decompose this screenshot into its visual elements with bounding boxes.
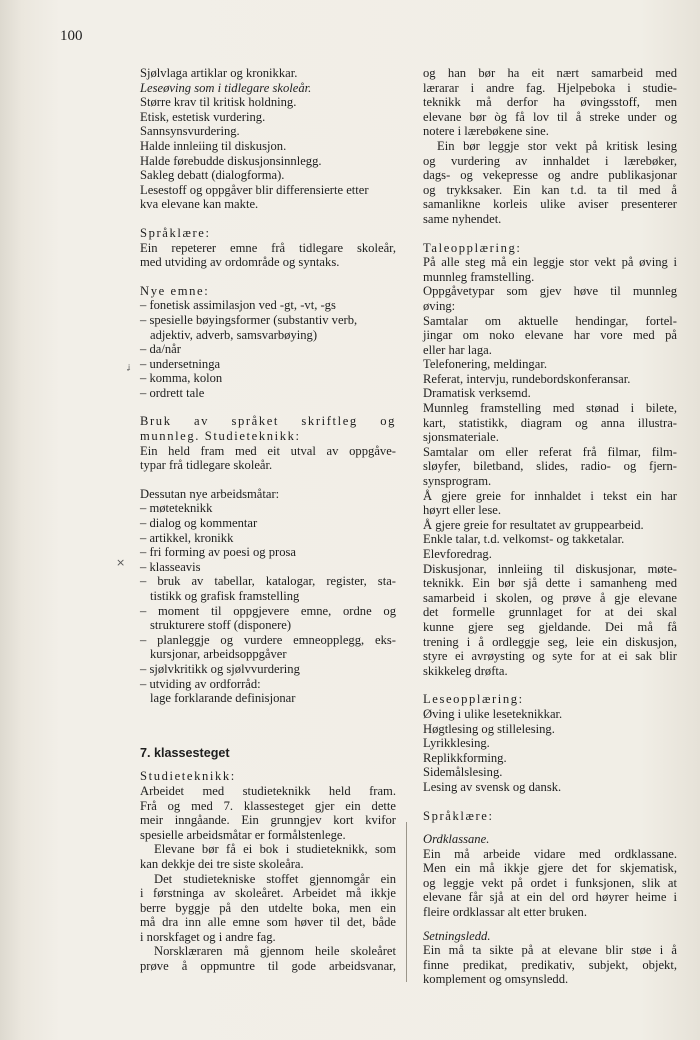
text-line: og leggje vekt på ordet i funksjonen, slik at: [423, 875, 677, 890]
margin-pencil-mark: ᶨ: [128, 362, 131, 376]
text-line: Sjølvlaga artiklar og kronikkar.: [140, 66, 298, 80]
text-line: kan dekkje dei tre siste skoleåra.: [140, 856, 304, 871]
text-line: synsprogram.: [423, 474, 492, 489]
list-item: – moment til oppgjevere emne, ordne og: [140, 603, 396, 618]
right-column: [423, 66, 677, 987]
dessutan-heading: Dessutan nye arbeidsmåtar:: [140, 486, 280, 501]
text-line: Leseøving som i tidlegare skoleår.: [140, 80, 312, 95]
list-item: – undersetninga: [140, 356, 221, 371]
text-line: sløyfer, biletband, slides, radio- og fjern-: [423, 459, 677, 474]
text-line: i norskfaget og i andre fag.: [140, 929, 276, 944]
text-line: spesielle arbeidsmåtar er formålstenlege.: [140, 827, 346, 842]
text-line: finne predikat, predikativ, subjekt, objekt,: [423, 957, 677, 972]
list-item-continuation: kursjonar, arbeidsoppgåver: [150, 647, 287, 662]
text-line: Telefonering, meldingar.: [423, 357, 547, 372]
text-line: Elevane bør få ei bok i studieteknikk, som: [154, 842, 396, 857]
text-line: øving:: [423, 298, 456, 313]
text-line: Etisk, estetisk vurdering.: [140, 109, 266, 124]
text-line: høyrt eller lese.: [423, 503, 501, 518]
text-line: Elevforedrag.: [423, 547, 492, 561]
text-line: meir inngåande. Ein grunngjev kort kvifor: [140, 813, 396, 828]
text-line: Munnleg framstelling med stønad i bilete,: [423, 401, 677, 416]
left-column: [140, 66, 396, 974]
text-line: same nyhendet.: [423, 211, 502, 226]
leseopplaering-heading: Leseopplæring:: [423, 692, 524, 707]
text-line: Referat, intervju, rundebordskonferansar.: [423, 371, 631, 386]
text-line: Samtalar om aktuelle hendingar, fortel-: [423, 313, 677, 328]
text-line: sjonsmateriale.: [423, 430, 499, 445]
text-line: Halde førebudde diskusjonsinnlegg.: [140, 153, 322, 168]
ordklassane-subheading: Ordklassane.: [423, 832, 490, 847]
text-line: Det studietekniske stoffet gjennomgår ein: [154, 871, 396, 886]
text-line: jingar om noko elevane har vore med på: [423, 328, 677, 343]
sprak-heading: Språklære:: [140, 225, 211, 240]
list-item: – klasseavis: [140, 559, 201, 574]
text-line: Arbeidet med studieteknikk held fram.: [140, 783, 396, 798]
list-item: – da/når: [140, 342, 181, 357]
text-line: det formelle grunnlaget for at dei skal: [423, 605, 677, 620]
list-item: – sjølvkritikk og sjølvvurdering: [140, 661, 300, 676]
text-line: Lesestoff og oppgåver blir differensierte etter: [140, 182, 369, 197]
text-line: kart, statistikk, diagram og anna illustra-: [423, 415, 677, 430]
text-line: Lesing av svensk og dansk.: [423, 779, 562, 794]
nye-emne-heading: Nye emne:: [140, 283, 210, 298]
text-line: Dramatisk verksemd.: [423, 386, 531, 401]
text-line: Halde innleiing til diskusjon.: [140, 138, 287, 153]
text-line: Sidemålslesing.: [423, 765, 503, 780]
text-line: Ein bør leggje stor vekt på kritisk lesing: [437, 138, 677, 153]
list-item: – dialog og kommentar: [140, 516, 258, 531]
text-line: skikkeleg drøfta.: [423, 663, 508, 678]
text-line: Ein held fram med eit utval av oppgåve-: [140, 443, 396, 458]
text-line: Å gjere greie for resultatet av gruppearbeid.: [423, 517, 644, 532]
text-line: notere i lærebøkene sine.: [423, 124, 549, 139]
text-line: Ein repeterer emne frå tidlegare skoleår,: [140, 240, 396, 255]
list-item: – utviding av ordforråd:: [140, 676, 261, 691]
text-line: teknikk. Ein bør sjå dette i samanheng med: [423, 576, 677, 591]
text-line: samarbeid i skolen, og prøve å gje elevane: [423, 590, 677, 605]
studieteknikk-heading: Studieteknikk:: [140, 769, 236, 784]
list-item-continuation: lage forklarande definisjonar: [150, 691, 296, 706]
text-line: prøve å oppmuntre til gode arbeidsvanar,: [140, 959, 396, 974]
text-line: må dra inn alle emne som høver til det, både: [140, 915, 396, 930]
text-line: og trykksaker. Ein kan t.d. ta til med å: [423, 182, 677, 197]
list-item: – planleggje og vurdere emneopplegg, eks-: [140, 632, 396, 647]
text-line: Ein må ta sikte på at elevane blir støe i å: [423, 943, 677, 958]
text-line: Sannsynsvurdering.: [140, 124, 240, 139]
list-item: – fri forming av poesi og prosa: [140, 545, 296, 560]
text-line: Replikkforming.: [423, 750, 507, 765]
margin-cross-mark: ×: [116, 556, 126, 569]
text-line: trening i å ordleggje seg, leie ein diskusjon,: [423, 634, 677, 649]
text-line: lærarar i andre fag. Hjelpeboka i studie-: [423, 80, 677, 95]
text-line: styre ei avrøysting og syte for at ei sak blir: [423, 649, 677, 664]
list-item-continuation: tistikk og grafisk framstelling: [150, 589, 300, 603]
text-line: Lyrikklesing.: [423, 736, 490, 751]
text-line: Frå og med 7. klassesteget gjer ein dette: [140, 798, 396, 813]
text-line: Men ein må ikkje gjere det for skjematisk,: [423, 861, 677, 876]
intro-block: [140, 66, 396, 212]
section-heading: 7. klassesteget: [140, 745, 230, 760]
text-line: elevane bør òg få lov til å streke under og: [423, 109, 677, 124]
text-line: kunne gjere seg gjeldande. Dei må få: [423, 619, 677, 634]
bruk-heading: munnleg. Studieteknikk:: [140, 429, 301, 444]
text-line: Høgtlesing og stillelesing.: [423, 721, 555, 736]
text-line: dags- og vekepresse og andre publikasjonar: [423, 168, 677, 183]
text-line: og han bør ha eit nært samarbeid med: [423, 66, 677, 80]
text-line: og vurdering av innhaldet i lærebøker,: [423, 153, 677, 168]
text-line: kva elevane kan makte.: [140, 197, 259, 212]
text-line: fleire ordklassar alt etter bruken.: [423, 905, 587, 920]
list-item-continuation: adjektiv, adverb, samsvarbøying): [150, 327, 318, 342]
list-item-continuation: strukturere stoff (disponere): [150, 618, 292, 633]
text-line: samanlikne korleis ulike aviser presenterer: [423, 197, 677, 212]
text-line: med utviding av ordområde og syntaks.: [140, 255, 340, 270]
list-item: – møteteknikk: [140, 501, 213, 516]
text-line: Diskusjonar, innleiing til diskusjonar, møte-: [423, 561, 677, 576]
text-line: elevane får sjå at ein del ord høyrer heime i: [423, 890, 677, 905]
list-item: – artikkel, kronikk: [140, 530, 234, 545]
text-line: Norsklæraren må gjennom heile skoleåret: [154, 944, 396, 959]
text-line: Ein må arbeide vidare med ordklassane.: [423, 846, 677, 861]
text-line: komplement og omsynsledd.: [423, 972, 569, 987]
text-line: Større krav til kritisk holdning.: [140, 95, 297, 110]
text-line: eller har laga.: [423, 342, 492, 357]
list-item: – bruk av tabellar, katalogar, register, sta-: [140, 574, 396, 589]
text-line: På alle steg må ein leggje stor vekt på øving i: [423, 255, 677, 270]
text-line: Enkle talar, t.d. velkomst- og takketalar.: [423, 532, 625, 547]
list-item: – ordrett tale: [140, 385, 205, 400]
text-line: typar frå tidlegare skoleår.: [140, 458, 273, 473]
text-line: Samtalar om eller referat frå filmar, film-: [423, 444, 677, 459]
text-line: Å gjere greie for innhaldet i tekst ein har: [423, 488, 677, 503]
text-line: Oppgåvetypar som gjev høve til munnleg: [423, 284, 677, 299]
spraklaere-heading: Språklære:: [423, 808, 494, 823]
text-line: teknikk må derfor ha øvingsstoff, men: [423, 95, 677, 110]
text-line: Sakleg debatt (dialogforma).: [140, 168, 285, 183]
list-item: – fonetisk assimilasjon ved -gt, -vt, -gs: [140, 298, 336, 313]
setningsledd-subheading: Setningsledd.: [423, 928, 491, 943]
text-line: munnleg framstelling.: [423, 269, 535, 284]
margin-bracket-line: [406, 822, 410, 982]
list-item: – spesielle bøyingsformer (substantiv verb,: [140, 312, 358, 327]
text-line: berre byggje på den utdelte boka, men ein: [140, 900, 396, 915]
page-number: 100: [60, 28, 83, 44]
text-line: i førstninga av skoleåret. Arbeidet må ikkje: [140, 886, 396, 901]
taleopplaering-heading: Taleopplæring:: [423, 240, 522, 255]
bruk-heading: Bruk av språket skriftleg og: [140, 414, 396, 429]
list-item: – komma, kolon: [140, 371, 223, 386]
text-line: Øving i ulike leseteknikkar.: [423, 706, 563, 721]
